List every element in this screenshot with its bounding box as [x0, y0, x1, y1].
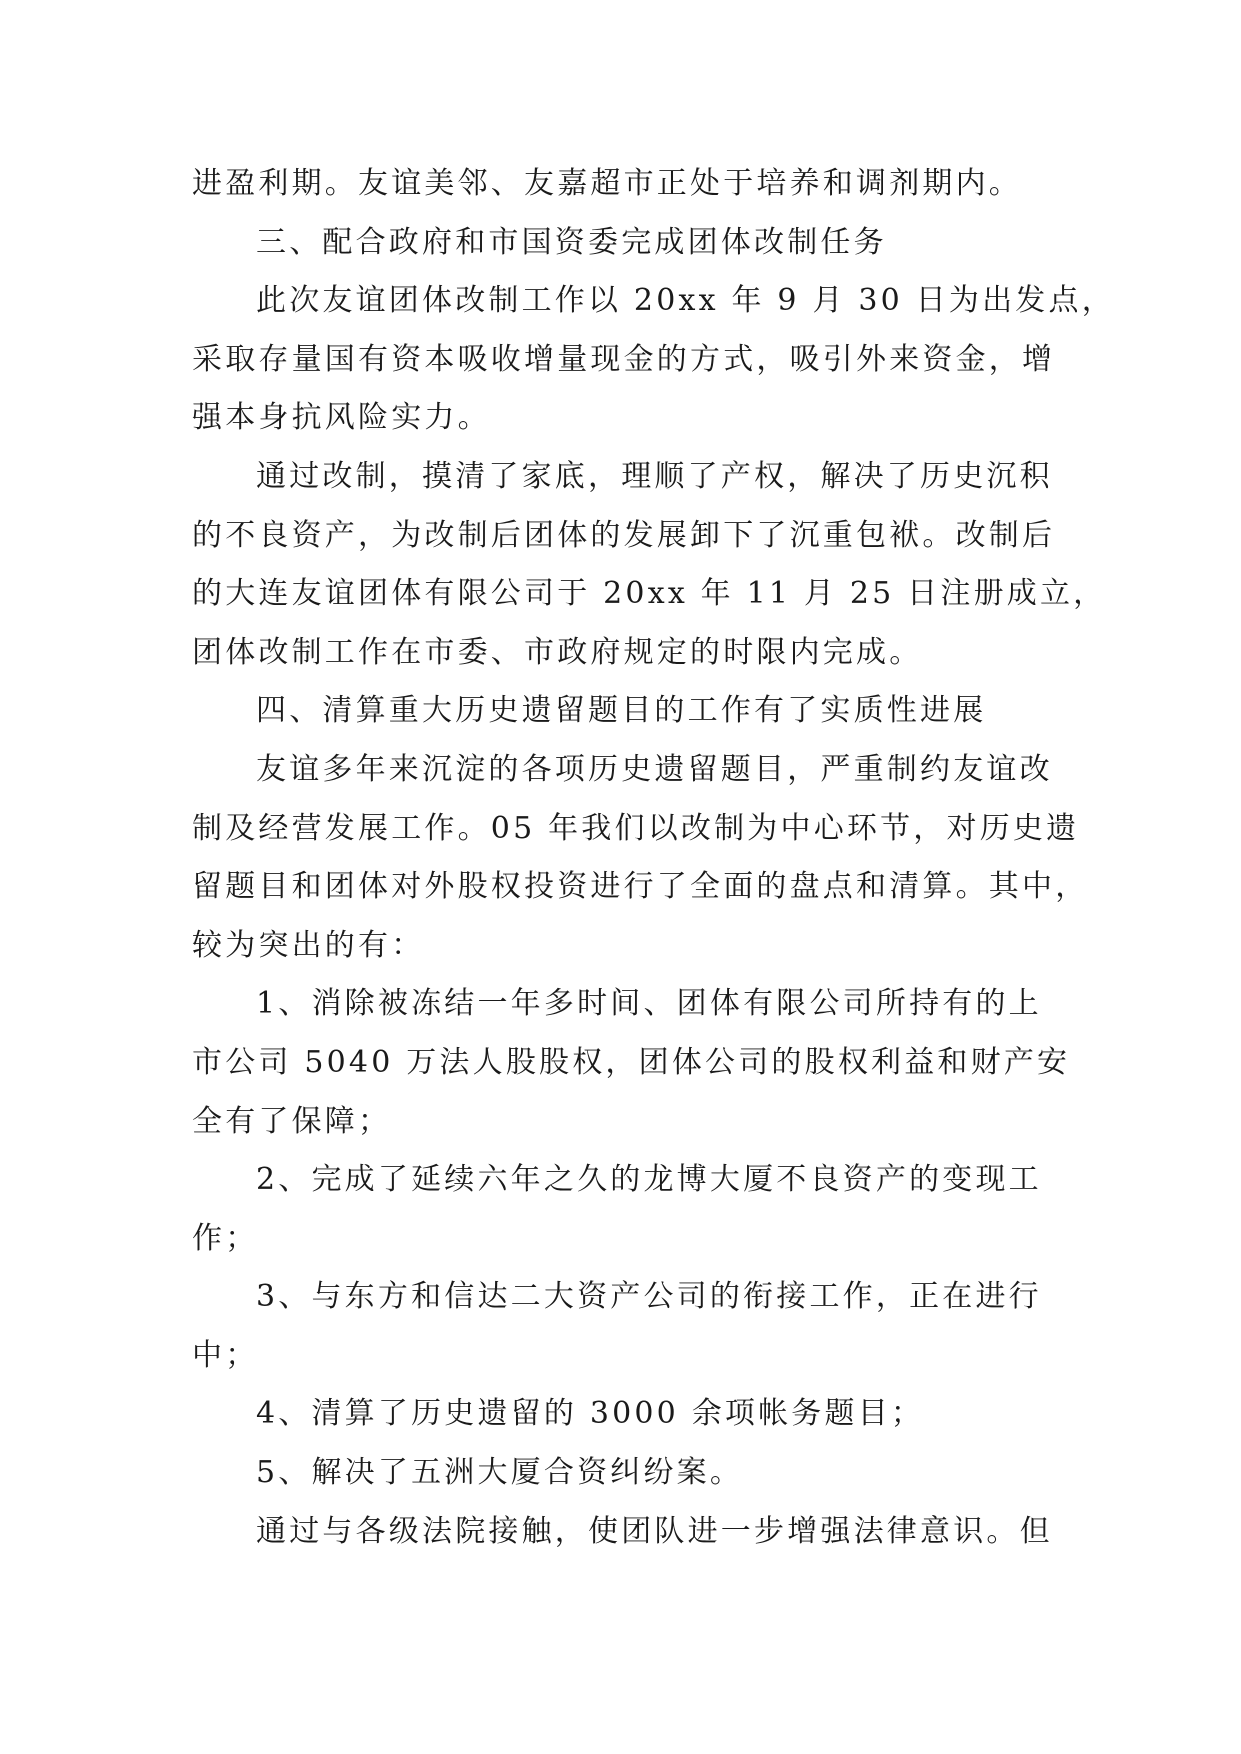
text-line: 团体改制工作在市委、市政府规定的时限内完成。 — [192, 634, 923, 670]
text-line: 4、清算了历史遗留的 3000 余项帐务题目； — [256, 1396, 925, 1432]
text-line: 强本身抗风险实力。 — [192, 400, 491, 436]
text-line: 通过与各级法院接触，使团队进一步增强法律意识。但 — [256, 1513, 1053, 1549]
text-line: 留题目和团体对外股权投资进行了全面的盘点和清算。其中， — [192, 869, 1089, 905]
text-line: 的大连友谊团体有限公司于 20xx 年 11 月 25 日注册成立， — [192, 576, 1107, 612]
text-line: 的不良资产，为改制后团体的发展卸下了沉重包袱。改制后 — [192, 517, 1056, 553]
text-line: 全有了保障； — [192, 1103, 392, 1139]
text-line: 三、配合政府和市国资委完成团体改制任务 — [256, 224, 887, 260]
text-line: 市公司 5040 万法人股股权，团体公司的股权利益和财产安 — [192, 1044, 1071, 1080]
text-line: 作； — [192, 1220, 259, 1256]
text-line: 友谊多年来沉淀的各项历史遗留题目，严重制约友谊改 — [256, 751, 1053, 787]
text-line: 较为突出的有： — [192, 927, 425, 963]
text-line: 1、消除被冻结一年多时间、团体有限公司所持有的上 — [256, 986, 1042, 1022]
text-line: 2、完成了延续六年之久的龙博大厦不良资产的变现工 — [256, 1162, 1042, 1198]
text-line: 此次友谊团体改制工作以 20xx 年 9 月 30 日为出发点， — [256, 283, 1115, 319]
text-line: 采取存量国有资本吸收增量现金的方式，吸引外来资金，增 — [192, 341, 1056, 377]
text-line: 3、与东方和信达二大资产公司的衔接工作，正在进行 — [256, 1279, 1042, 1315]
text-line: 通过改制，摸清了家底，理顺了产权，解决了历史沉积 — [256, 458, 1053, 494]
text-line: 5、解决了五洲大厦合资纠纷案。 — [256, 1455, 744, 1491]
text-line: 制及经营发展工作。05 年我们以改制为中心环节，对历史遗 — [192, 810, 1080, 846]
text-line: 进盈利期。友谊美邻、友嘉超市正处于培养和调剂期内。 — [192, 166, 1022, 201]
document-body — [192, 155, 1115, 1561]
text-line: 四、清算重大历史遗留题目的工作有了实质性进展 — [256, 693, 987, 729]
text-line: 中； — [192, 1337, 259, 1373]
